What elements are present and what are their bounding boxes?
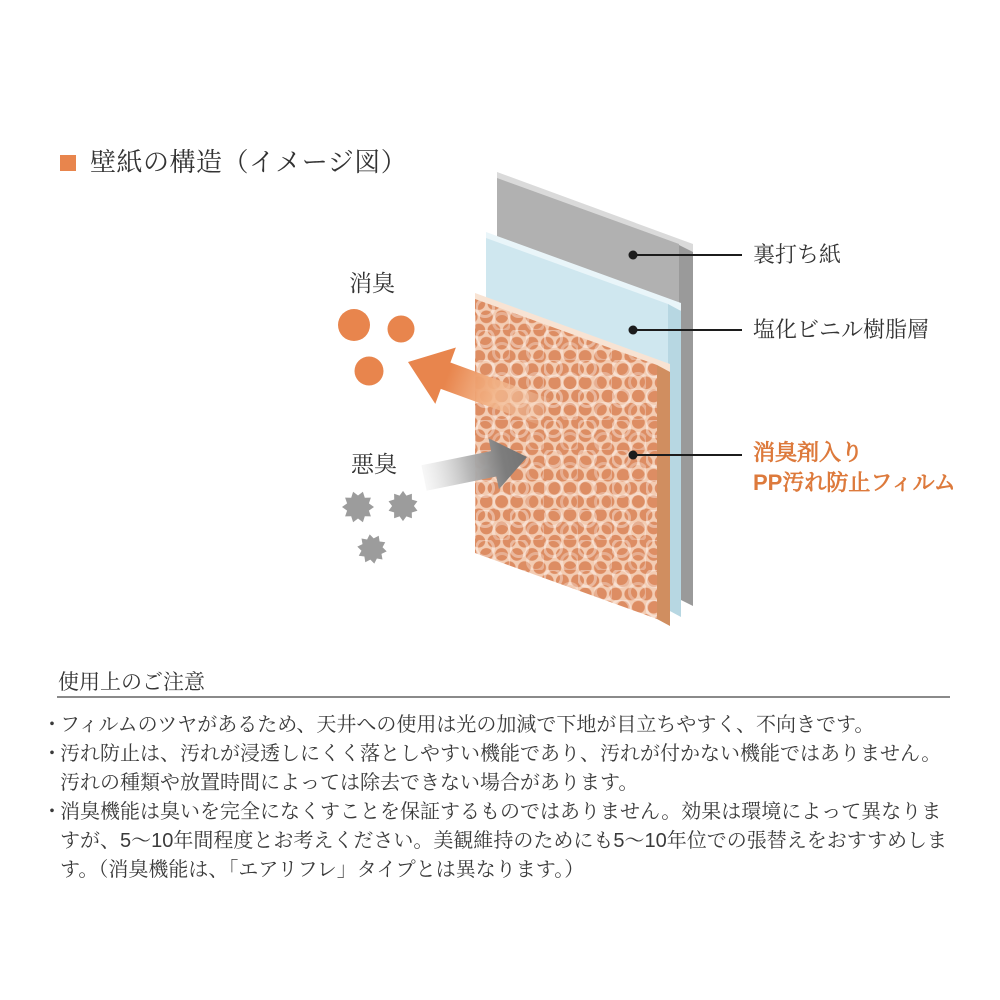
notes-divider <box>57 696 950 698</box>
note-item <box>42 711 950 740</box>
label-pp-film <box>753 438 956 498</box>
notes-heading: 使用上のご注意 <box>58 671 205 694</box>
label-pp-film-line2: PP汚れ防止フィルム <box>753 470 956 495</box>
note-bullet: ・ <box>42 801 62 823</box>
note-item <box>42 740 950 798</box>
note-text: 消臭機能は臭いを完全になくすことを保証するものではありません。効果は環境によって異なりますが、5〜10年間程度とお考えください。美観維持のためにも5〜10年位での張替えをおすすめします。（消臭機能は、「エアリフレ」タイプとは異なります。） <box>60 801 947 881</box>
deodorant-particles-icon <box>338 309 415 386</box>
odor-label: 悪臭 <box>351 451 397 477</box>
notes-list <box>42 711 950 885</box>
note-item <box>42 798 950 885</box>
note-text: フィルムのツヤがあるため、天井への使用は光の加減で下地が目立ちやすく、不向きです。 <box>60 714 875 736</box>
label-vinyl-resin: 塩化ビニル樹脂層 <box>753 317 930 342</box>
deodorize-label: 消臭 <box>349 270 395 296</box>
note-bullet: ・ <box>42 743 62 765</box>
label-pp-film-line1: 消臭剤入り <box>753 440 864 465</box>
label-backing-paper: 裏打ち紙 <box>753 242 842 267</box>
page-title: 壁紙の構造（イメージ図） <box>90 147 408 177</box>
odor-particles-icon <box>342 488 422 566</box>
note-text: 汚れ防止は、汚れが浸透しにくく落としやすい機能であり、汚れが付かない機能ではありません。汚れの種類や放置時間によっては除去できない場合があります。 <box>60 743 942 794</box>
note-bullet: ・ <box>42 714 62 736</box>
